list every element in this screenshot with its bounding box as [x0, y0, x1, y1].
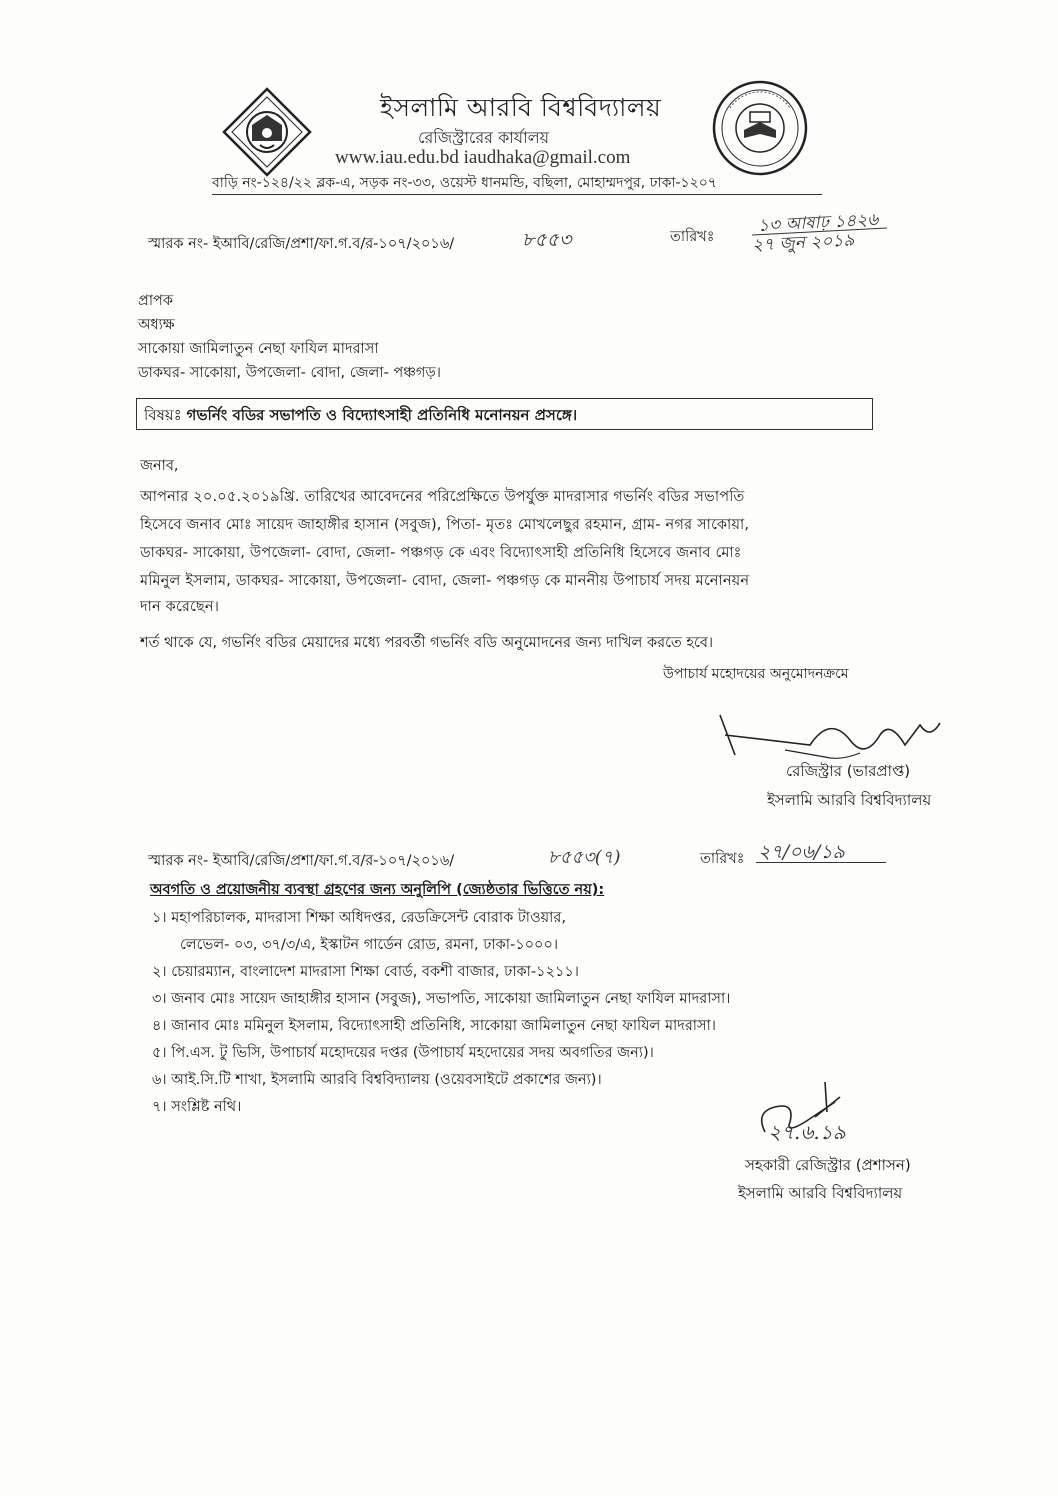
body-line-1: আপনার ২০.০৫.২০১৯খ্রি. তারিখের আবেদনের পরিপ্রেক্ষিতে উপর্যুক্ত মাদরাসার গভর্নিং বডির সভাপতি [140, 489, 745, 505]
date-handwritten-bengali: ১৩ আষাঢ় ১৪২৬ [757, 209, 879, 237]
contact-line: www.iau.edu.bd iaudhaka@gmail.com [335, 147, 631, 168]
copy-item: ৬। আই.সি.টি শাখা, ইসলামি আরবি বিশ্ববিদ্যালয় (ওয়েবসাইটে প্রকাশের জন্য)। [152, 1072, 602, 1088]
recipient-address: ডাকঘর- সাকোয়া, উপজেলা- বোদা, জেলা- পঞ্চগড়। [138, 365, 441, 381]
recipient-designation: অধ্যক্ষ [138, 317, 175, 333]
subject-text: গভর্নিং বডির সভাপতি ও বিদ্যোৎসাহী প্রতিনিধি মনোনয়ন প্রসঙ্গে। [186, 406, 578, 424]
copy-item: ২। চেয়ারম্যান, বাংলাদেশ মাদরাসা শিক্ষা বোর্ড, বকশী বাজার, ঢাকা-১২১১। [152, 964, 579, 980]
date-handwritten-english: ২৭ জুন ২০১৯ [751, 230, 855, 256]
memo-number-handwritten: ৮৫৫৩ [522, 229, 572, 251]
copy-item: ৫। পি.এস. টু ভিসি, উপাচার্য মহোদয়ের দপ্তর (উপাচার্য মহদোয়ের সদয় অবগতির জন্য)। [152, 1045, 654, 1061]
signature-date-handwritten: ২৭.৬.১৯ [768, 1120, 846, 1144]
university-seal-right [710, 78, 810, 178]
signatory-title-registrar: রেজিস্ট্রার (ভারপ্রাপ্ত) [786, 762, 911, 780]
letterhead-address: বাড়ি নং-১২৪/২২ ব্লক-এ, সড়ক নং-৩৩, ওয়েস্ট ধানমন্ডি, বছিলা, মোহাম্মদপুর, ঢাকা-১২০৭ [212, 175, 717, 191]
university-title: ইসলামি আরবি বিশ্ববিদ্যালয় [380, 93, 662, 122]
copy-date-handwritten: ২৭/০৬/১৯ [758, 841, 845, 863]
body-line-3: ডাকঘর- সাকোয়া, উপজেলা- বোদা, জেলা- পঞ্চগড় কে এবং বিদ্যোৎসাহী প্রতিনিধি হিসেবে জনাব মোঃ [140, 545, 742, 561]
letterhead-divider [212, 194, 822, 195]
copy-memo-number-handwritten: ৮৫৫৩(৭) [548, 847, 621, 868]
approval-line: উপাচার্য মহোদয়ের অনুমোদনক্রমে [663, 666, 849, 682]
copy-item: ৩। জনাব মোঃ সায়েদ জাহাঙ্গীর হাসান (সবুজ), সভাপতি, সাকোয়া জামিলাতুন নেছা ফাযিল মাদরাসা। [152, 991, 731, 1007]
copy-item: ৭। সংশ্লিষ্ট নথি। [152, 1099, 242, 1115]
memo-number: স্মারক নং- ইআবি/রেজি/প্রশা/ফা.গ.ব/র-১০৭/২০১৬/ [148, 236, 455, 252]
salutation: জনাব, [140, 458, 179, 474]
body-line-5: দান করেছেন। [140, 599, 220, 615]
signatory-university: ইসলামি আরবি বিশ্ববিদ্যালয় [738, 1184, 903, 1202]
university-logo-left [220, 85, 315, 180]
signatory-title-assistant-registrar: সহকারী রেজিস্ট্রার (প্রশাসন) [745, 1156, 911, 1174]
subject-line [144, 404, 577, 429]
subject-label: বিষয়ঃ [144, 406, 182, 424]
signatory-university: ইসলামি আরবি বিশ্ববিদ্যালয় [767, 791, 932, 809]
copy-date-underline [756, 862, 886, 863]
recipient-institution: সাকোয়া জামিলাতুন নেছা ফাযিল মাদরাসা [138, 341, 379, 357]
copy-item: ৪। জানাব মোঃ মমিনুল ইসলাম, বিদ্যোৎসাহী প্রতিনিধি, সাকোয়া জামিলাতুন নেছা ফাযিল মাদরাসা। [152, 1018, 716, 1034]
copy-item: ১। মহাপরিচালক, মাদরাসা শিক্ষা অধিদপ্তর, রেডক্রিসেন্ট বোরাক টাওয়ার, [152, 910, 566, 926]
copy-memo-number: স্মারক নং- ইআবি/রেজি/প্রশা/ফা.গ.ব/র-১০৭/২০১৬/ [148, 853, 455, 869]
recipient-heading: প্রাপক [138, 293, 174, 309]
copy-heading: অবগতি ও প্রয়োজনীয় ব্যবস্থা গ্রহণের জন্য অনুলিপি (জ্যেষ্ঠতার ভিত্তিতে নয়): [150, 882, 605, 898]
body-line-4: মমিনুল ইসলাম, ডাকঘর- সাকোয়া, উপজেলা- বোদা, জেলা- পঞ্চগড় কে মাননীয় উপাচার্য সদয় মনোনয়ন [140, 573, 750, 589]
copy-item: লেভেল- ০৩, ৩৭/৩/এ, ইস্কাটন গার্ডেন রোড, রমনা, ঢাকা-১০০০। [180, 937, 559, 953]
body-line-2: হিসেবে জনাব মোঃ সায়েদ জাহাঙ্গীর হাসান (সবুজ), পিতা- মৃতঃ মোখলেছুর রহমান, গ্রাম- নগর সাকোয়া, [140, 517, 750, 533]
registrar-office: রেজিস্ট্রারের কার্যালয় [418, 128, 550, 147]
date-label: তারিখঃ [670, 229, 715, 245]
condition-line: শর্ত থাকে যে, গভর্নিং বডির মেয়াদের মধ্যে পরবর্তী গভর্নিং বডি অনুমোদনের জন্য দাখিল করতে হবে। [140, 635, 714, 651]
copy-date-label: তারিখঃ [700, 851, 745, 867]
